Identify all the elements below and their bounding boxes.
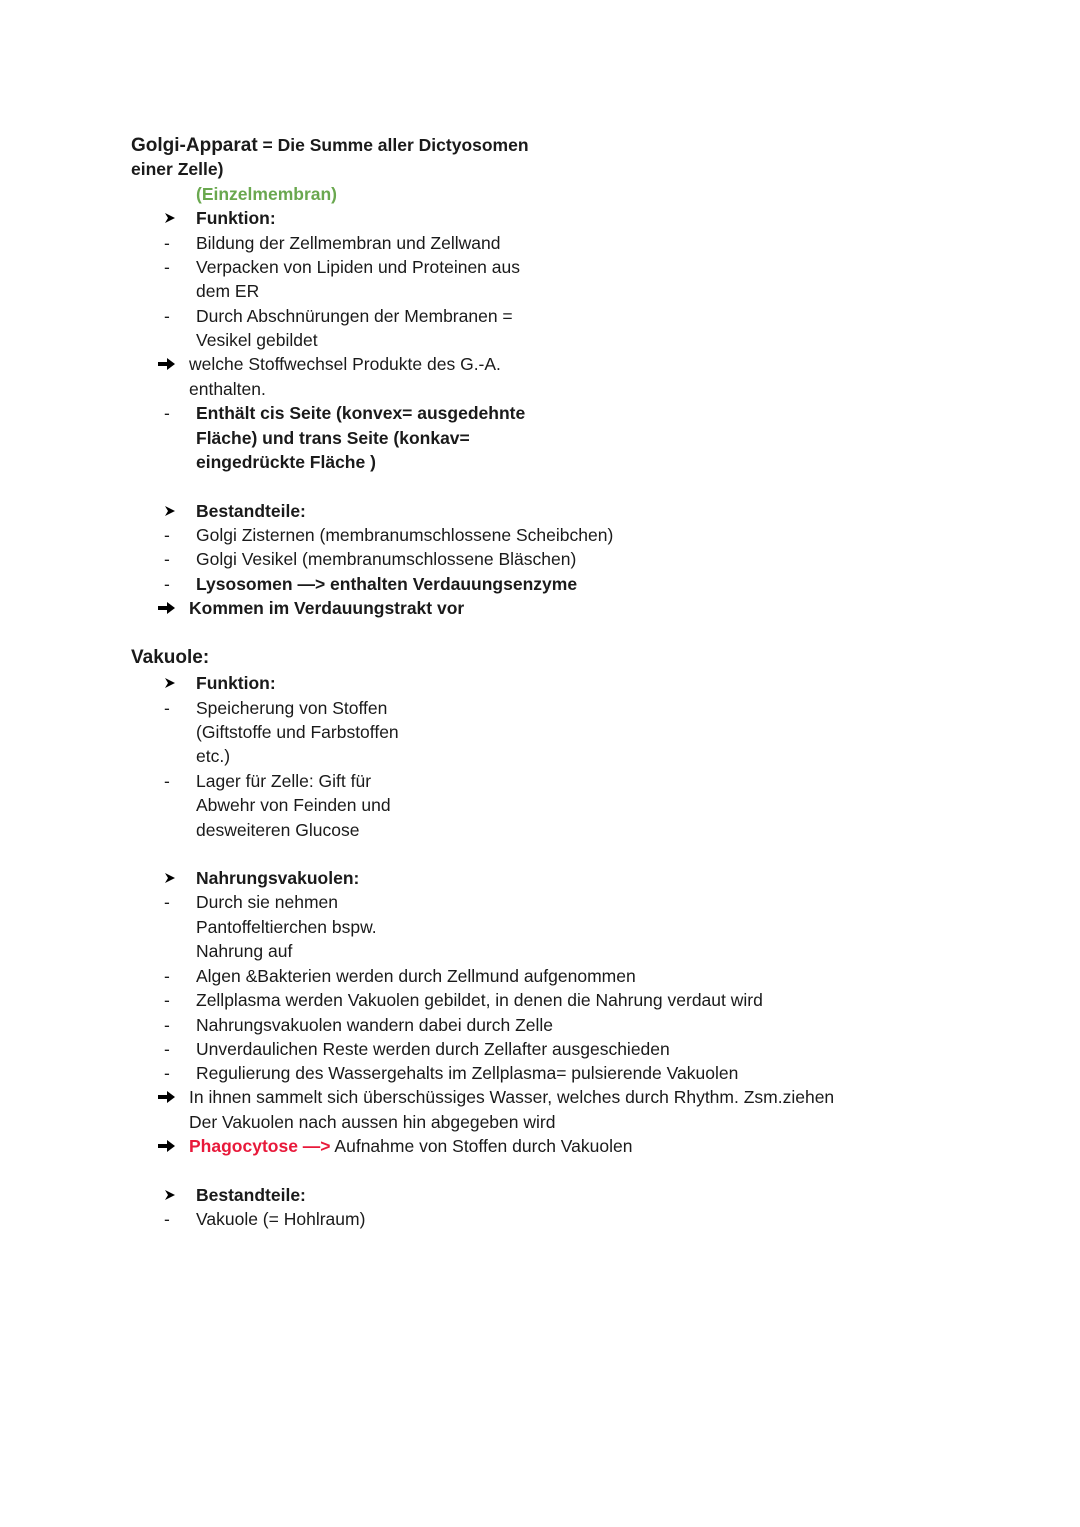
phagocytose-arrow: —> xyxy=(297,1136,331,1156)
golgi-funktion-item: Enthält cis Seite (konvex= ausgedehnte xyxy=(196,403,526,423)
nahrung-item: Zellplasma werden Vakuolen gebildet, in denen die Nahrung verdaut wird xyxy=(196,990,763,1010)
golgi-funktion-item-cont: eingedrückte Fläche ) xyxy=(196,452,376,472)
dash-bullet: - xyxy=(164,233,170,253)
golgi-title-rest: = Die Summe aller Dictyosomen xyxy=(257,135,529,155)
dash-bullet: - xyxy=(164,990,170,1010)
dash-bullet: - xyxy=(164,1209,170,1229)
chevron-bullet-icon xyxy=(160,866,184,890)
golgi-funktion-item-cont: Fläche) und trans Seite (konkav= xyxy=(196,428,470,448)
dash-bullet: - xyxy=(164,892,170,912)
vakuole-bestandteile-heading: Bestandteile: xyxy=(196,1185,306,1205)
nahrung-item-cont: Pantoffeltierchen bspw. xyxy=(196,917,377,937)
phagocytose-note xyxy=(189,1134,632,1158)
vakuole-bestandteil-item: Vakuole (= Hohlraum) xyxy=(196,1209,366,1229)
arrow-right-icon xyxy=(155,1134,179,1158)
golgi-funktion-item-cont: Vesikel gebildet xyxy=(196,330,318,350)
vakuole-arrow-note: In ihnen sammelt sich überschüssiges Wasser, welches durch Rhythm. Zsm.ziehen xyxy=(189,1087,835,1107)
vakuole-funktion-item-cont: desweiteren Glucose xyxy=(196,820,360,840)
vakuole-funktion-item: Speicherung von Stoffen xyxy=(196,698,388,718)
golgi-bestandteil-item: Golgi Zisternen (membranumschlossene Scheibchen) xyxy=(196,525,614,545)
golgi-funktion-item: Durch Abschnürungen der Membranen = xyxy=(196,306,513,326)
dash-bullet: - xyxy=(164,306,170,326)
golgi-funktion-heading: Funktion: xyxy=(196,208,276,228)
dash-bullet: - xyxy=(164,1063,170,1083)
golgi-title: Golgi-Apparat xyxy=(131,135,258,156)
dash-bullet: - xyxy=(164,403,170,423)
phagocytose-definition: Aufnahme von Stoffen durch Vakuolen xyxy=(330,1136,633,1156)
vakuole-funktion-heading: Funktion: xyxy=(196,673,276,693)
arrow-right-icon xyxy=(155,352,179,376)
golgi-bestandteil-item: Lysosomen —> enthalten Verdauungsenzyme xyxy=(196,574,578,594)
nahrungsvakuolen-heading: Nahrungsvakuolen: xyxy=(196,868,360,888)
vakuole-funktion-item-cont: (Giftstoffe und Farbstoffen xyxy=(196,722,399,742)
nahrung-item: Algen &Bakterien werden durch Zellmund aufgenommen xyxy=(196,966,636,986)
golgi-arrow-note: Kommen im Verdauungstrakt vor xyxy=(189,598,465,618)
chevron-bullet-icon xyxy=(160,1183,184,1207)
dash-bullet: - xyxy=(164,1039,170,1059)
dash-bullet: - xyxy=(164,549,170,569)
dash-bullet: - xyxy=(164,698,170,718)
golgi-arrow-note: welche Stoffwechsel Produkte des G.-A. xyxy=(189,354,501,374)
vakuole-arrow-note-cont: Der Vakuolen nach aussen hin abgegeben wird xyxy=(189,1112,556,1132)
dash-bullet: - xyxy=(164,257,170,277)
chevron-bullet-icon xyxy=(160,671,184,695)
dash-bullet: - xyxy=(164,574,170,594)
dash-bullet: - xyxy=(164,525,170,545)
nahrung-item: Durch sie nehmen xyxy=(196,892,339,912)
golgi-heading-line2: einer Zelle) xyxy=(131,159,224,179)
golgi-funktion-item: Bildung der Zellmembran und Zellwand xyxy=(196,233,501,253)
vakuole-funktion-item-cont: etc.) xyxy=(196,746,231,766)
chevron-bullet-icon xyxy=(160,206,184,230)
arrow-right-icon xyxy=(155,596,179,620)
dash-bullet: - xyxy=(164,966,170,986)
vakuole-funktion-item-cont: Abwehr von Feinden und xyxy=(196,795,391,815)
golgi-membrane-note: (Einzelmembran) xyxy=(196,184,337,204)
nahrung-item: Unverdaulichen Reste werden durch Zellafter ausgeschieden xyxy=(196,1039,670,1059)
vakuole-heading: Vakuole: xyxy=(131,647,210,668)
golgi-funktion-item: Verpacken von Lipiden und Proteinen aus xyxy=(196,257,520,277)
phagocytose-term: Phagocytose xyxy=(189,1136,298,1156)
golgi-heading xyxy=(131,133,529,158)
golgi-funktion-item-cont: dem ER xyxy=(196,281,260,301)
nahrung-item: Regulierung des Wassergehalts im Zellplasma= pulsierende Vakuolen xyxy=(196,1063,739,1083)
chevron-bullet-icon xyxy=(160,499,184,523)
vakuole-funktion-item: Lager für Zelle: Gift für xyxy=(196,771,372,791)
golgi-bestandteile-heading: Bestandteile: xyxy=(196,501,306,521)
dash-bullet: - xyxy=(164,1015,170,1035)
golgi-arrow-note-cont: enthalten. xyxy=(189,379,266,399)
nahrung-item: Nahrungsvakuolen wandern dabei durch Zelle xyxy=(196,1015,554,1035)
arrow-right-icon xyxy=(155,1085,179,1109)
golgi-bestandteil-item: Golgi Vesikel (membranumschlossene Bläschen) xyxy=(196,549,577,569)
nahrung-item-cont: Nahrung auf xyxy=(196,941,293,961)
dash-bullet: - xyxy=(164,771,170,791)
